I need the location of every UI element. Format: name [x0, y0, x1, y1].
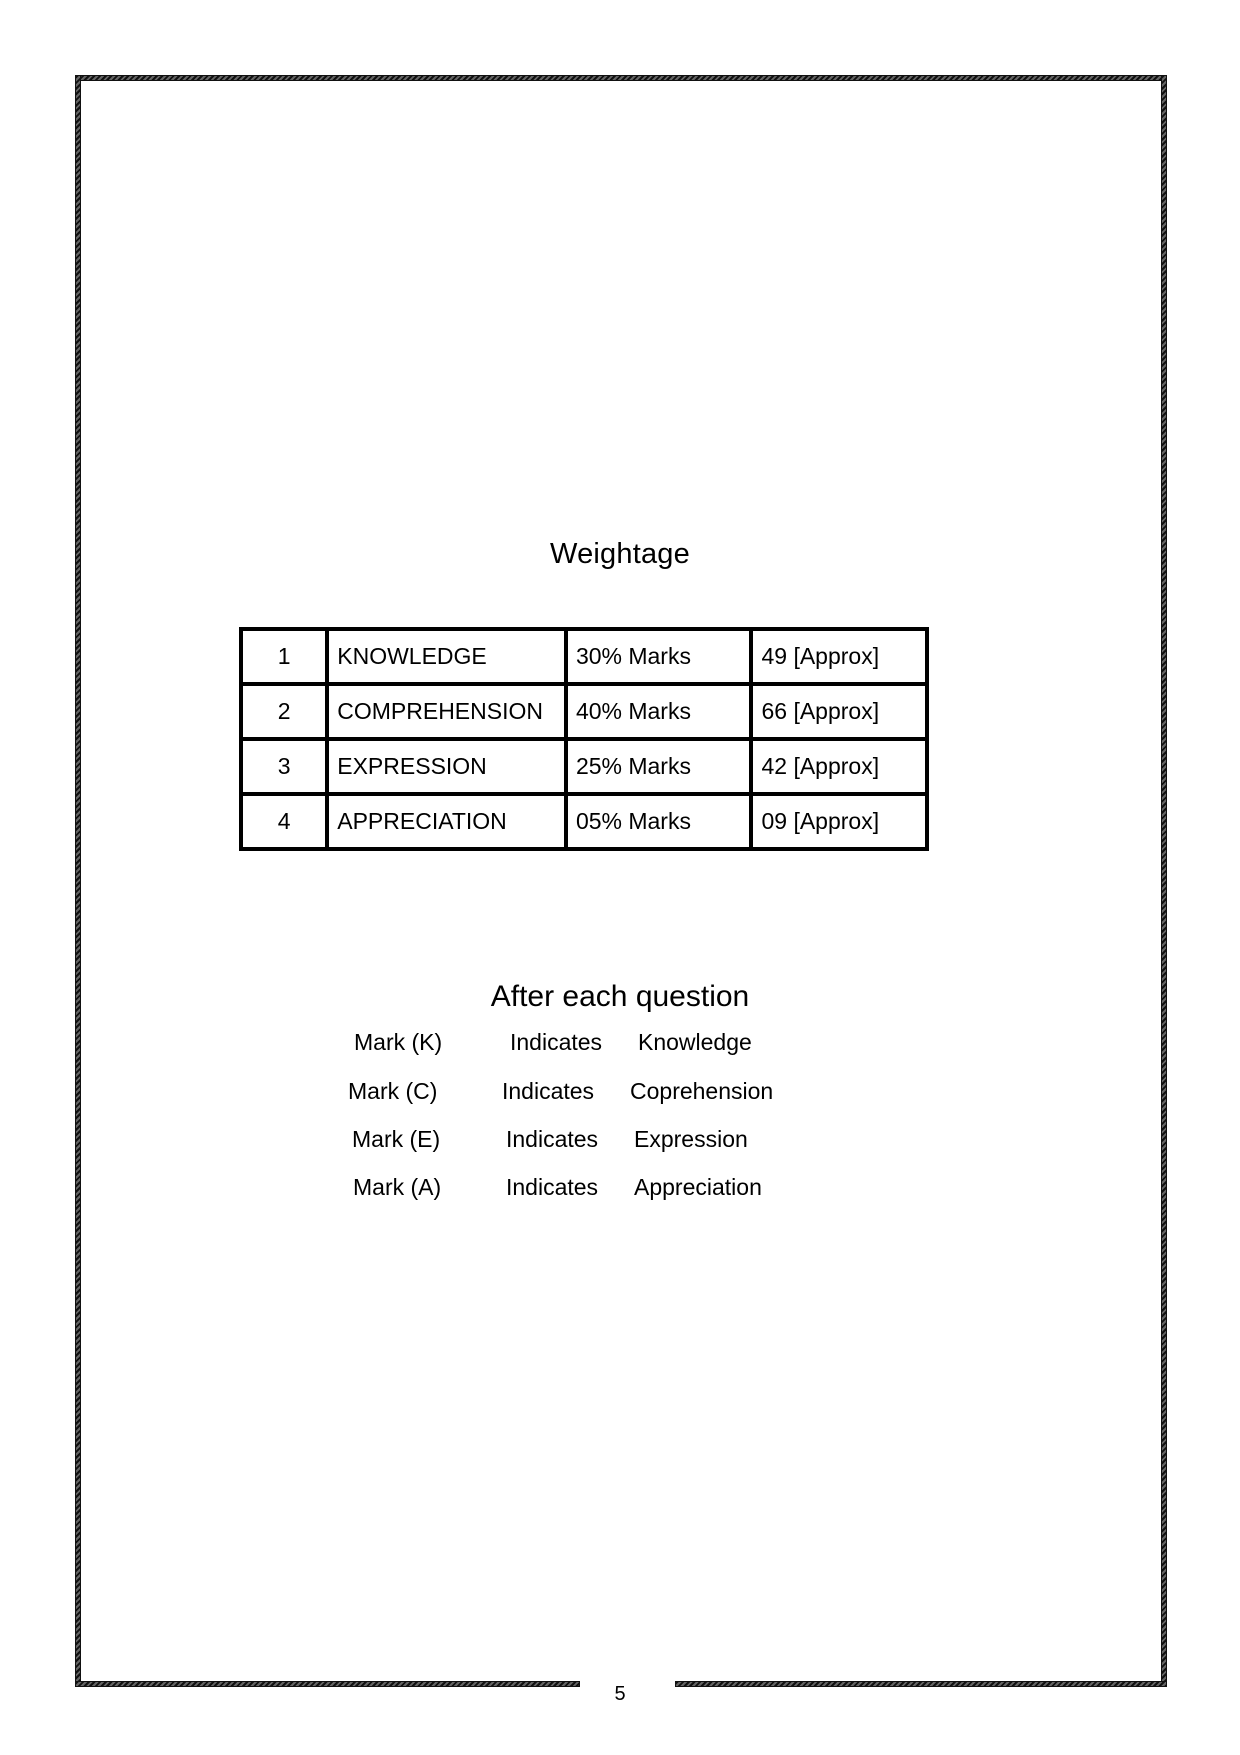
table-row: [241, 629, 927, 684]
legend-meaning: Knowledge: [638, 1029, 752, 1055]
legend-mark: Mark (C): [348, 1078, 438, 1104]
row-number: 4: [241, 794, 327, 849]
table-row: [241, 739, 927, 794]
row-approx: 49 [Approx]: [751, 629, 927, 684]
row-percent: 30% Marks: [566, 629, 752, 684]
legend-mark: Mark (E): [352, 1126, 441, 1152]
row-category: COMPREHENSION: [327, 684, 566, 739]
legend-mark: Mark (A): [353, 1174, 442, 1200]
row-number: 1: [241, 629, 327, 684]
legend-indicates: Indicates: [510, 1029, 603, 1055]
row-number: 3: [241, 739, 327, 794]
page-border-top: [75, 75, 1167, 81]
weightage-title: Weightage: [550, 538, 690, 570]
row-percent: 25% Marks: [566, 739, 752, 794]
row-number: 2: [241, 684, 327, 739]
legend-indicates: Indicates: [506, 1174, 599, 1200]
row-percent: 05% Marks: [566, 794, 752, 849]
legend-title: After each question: [490, 980, 750, 1013]
row-approx: 42 [Approx]: [751, 739, 927, 794]
legend-meaning: Expression: [634, 1126, 748, 1152]
page-border-right: [1161, 75, 1167, 1687]
row-category: APPRECIATION: [327, 794, 566, 849]
legend-meaning: Coprehension: [630, 1078, 774, 1104]
row-category: KNOWLEDGE: [327, 629, 566, 684]
legend-meaning: Appreciation: [634, 1174, 762, 1200]
row-approx: 66 [Approx]: [751, 684, 927, 739]
weightage-table: [239, 627, 929, 851]
row-percent: 40% Marks: [566, 684, 752, 739]
legend-indicates: Indicates: [502, 1078, 595, 1104]
table-row: [241, 794, 927, 849]
legend-indicates: Indicates: [506, 1126, 599, 1152]
row-category: EXPRESSION: [327, 739, 566, 794]
table-row: [241, 684, 927, 739]
page-border-left: [75, 75, 81, 1687]
page-number: 5: [614, 1683, 626, 1705]
row-approx: 09 [Approx]: [751, 794, 927, 849]
legend-mark: Mark (K): [354, 1029, 443, 1055]
